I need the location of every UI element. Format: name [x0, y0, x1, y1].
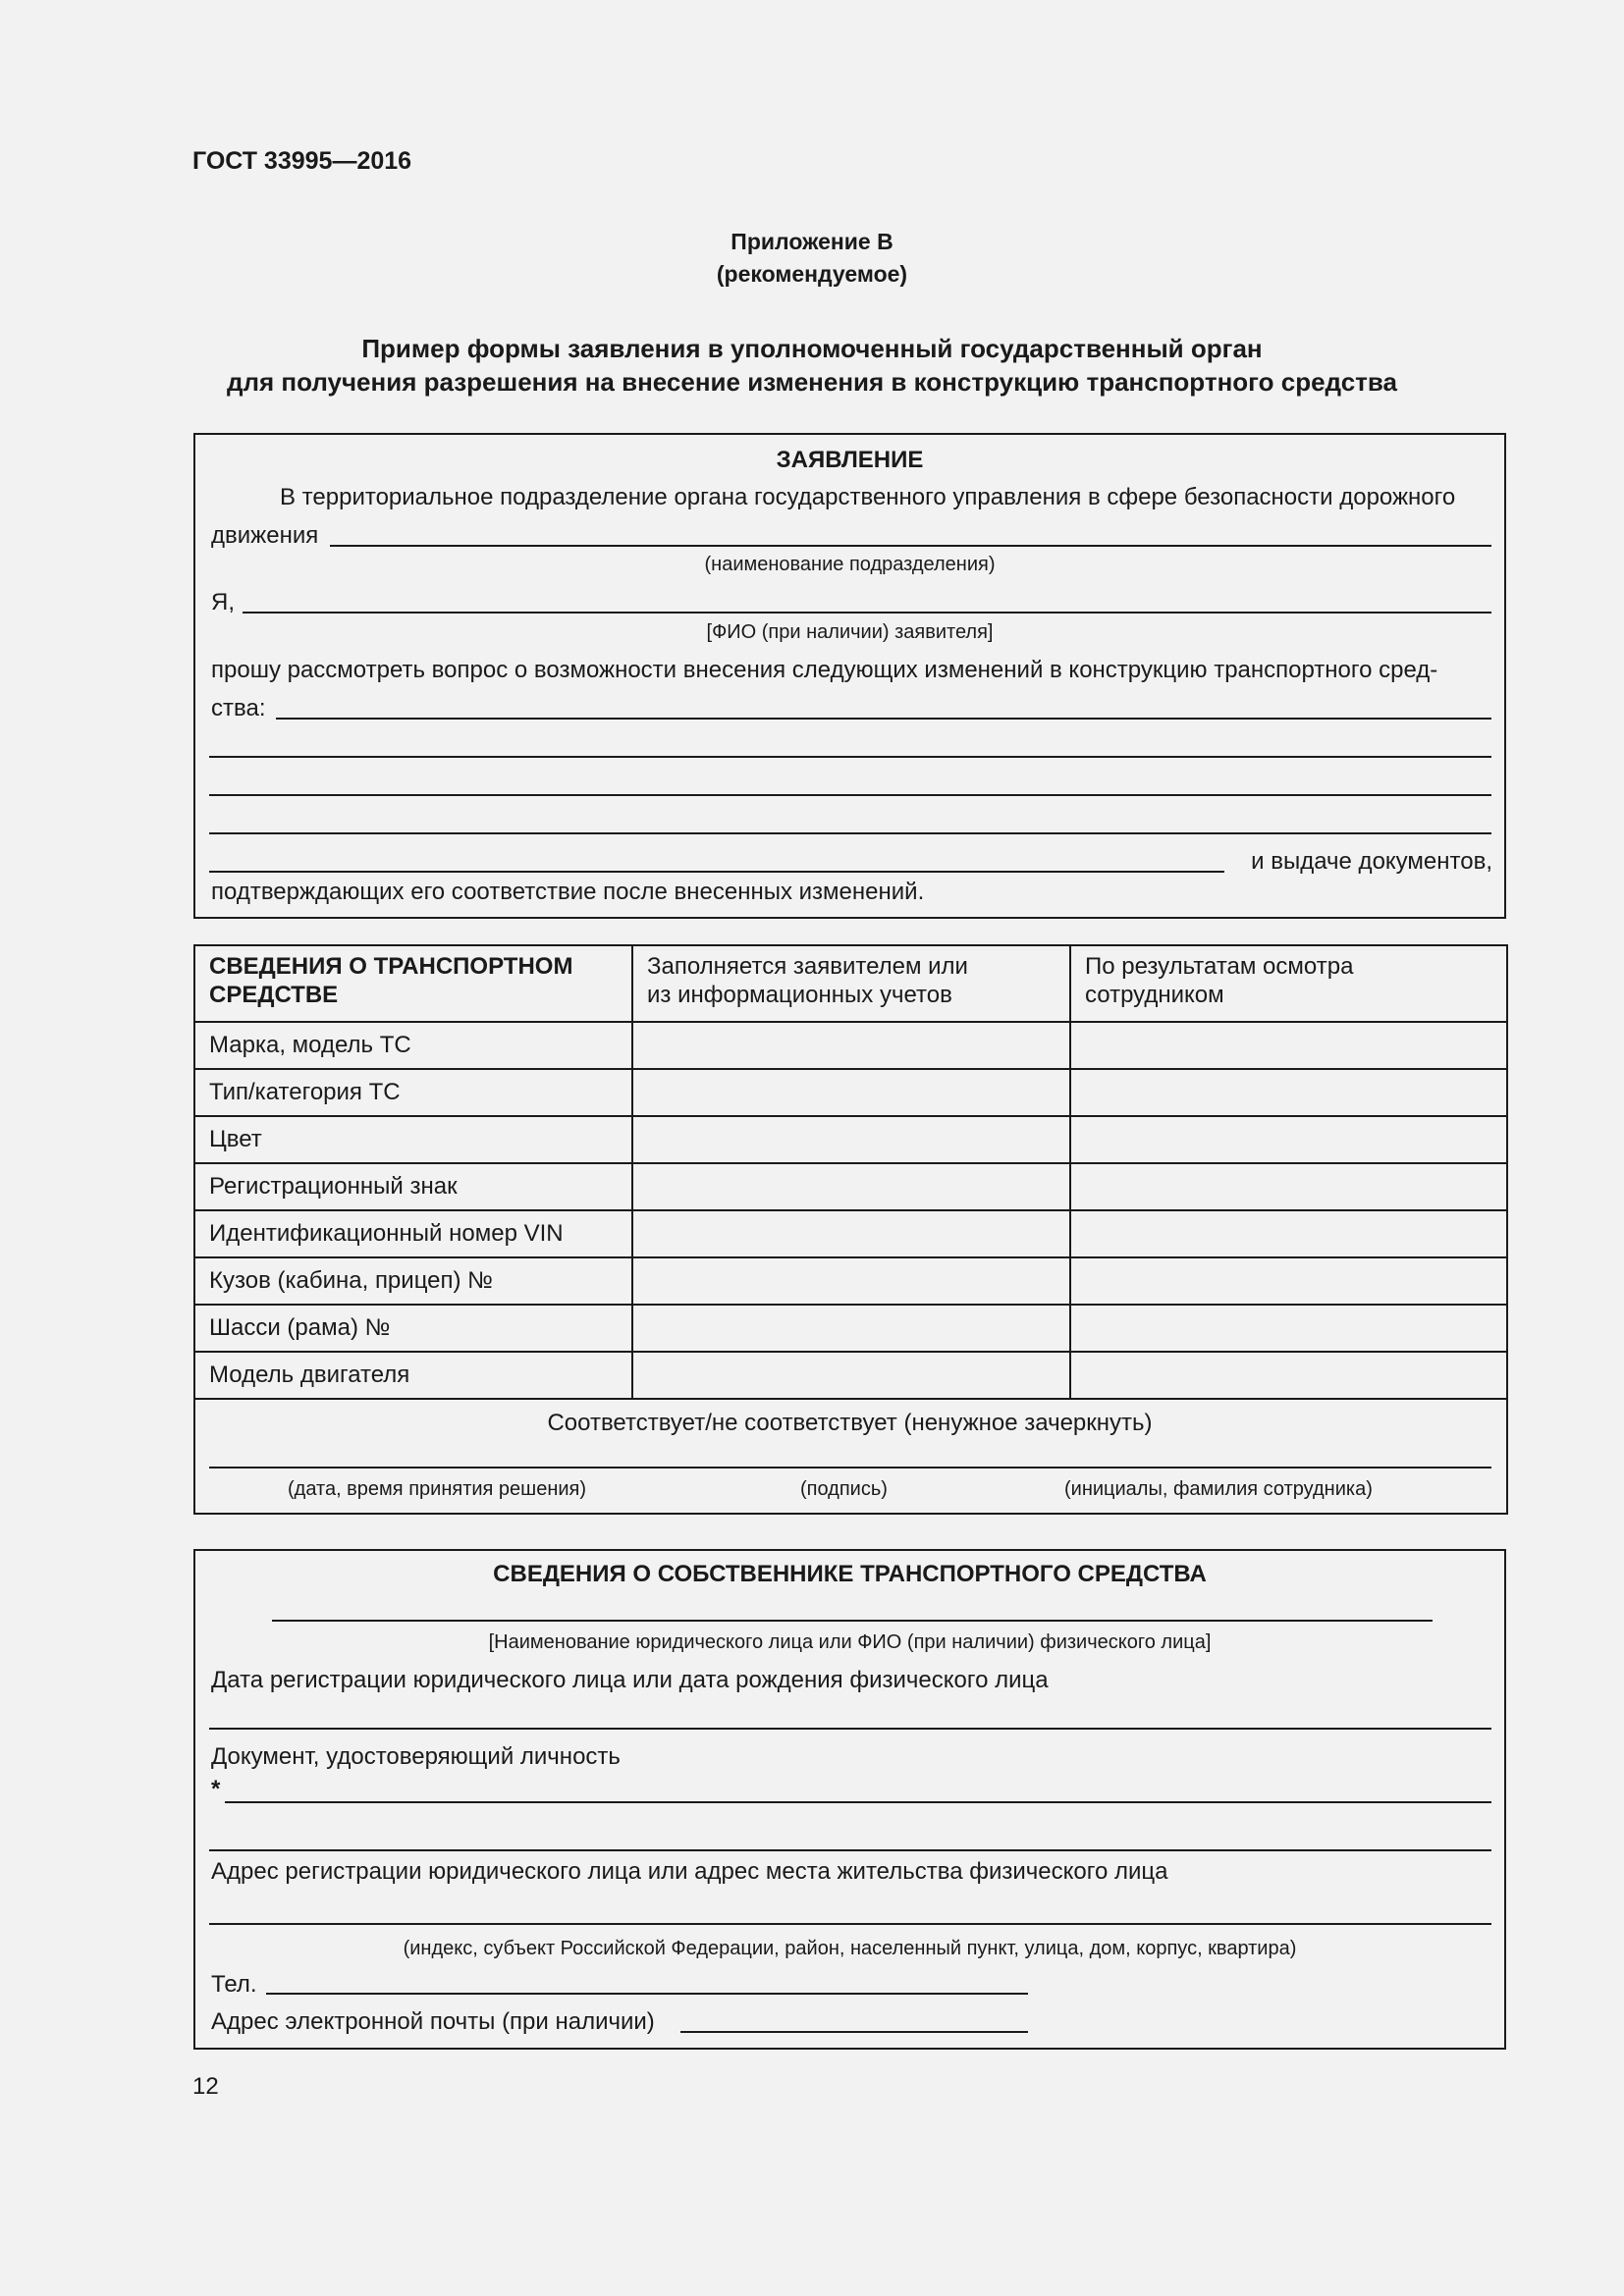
owner-heading: СВЕДЕНИЯ О СОБСТВЕННИКЕ ТРАНСПОРТНОГО СРЕДСТВА — [493, 1561, 1207, 1587]
vehicle-table-header — [194, 945, 1507, 1022]
email-label: Адрес электронной почты (при наличии) — [211, 2008, 655, 2035]
application-heading: ЗАЯВЛЕНИЕ — [776, 447, 924, 473]
phone-label: Тел. — [211, 1971, 257, 1998]
applicant-cell[interactable] — [632, 1257, 1070, 1305]
applicant-cell[interactable] — [632, 1116, 1070, 1163]
applicant-prefix: Я, — [211, 589, 235, 615]
form-title — [0, 332, 1624, 399]
page-number: 12 — [192, 2073, 219, 2100]
row-label-plate: Регистрационный знак — [194, 1163, 632, 1210]
date-label: Дата регистрации юридического лица или дата рождения физического лица — [211, 1667, 1049, 1693]
changes-field-4[interactable] — [209, 832, 1491, 834]
table-row — [194, 1163, 1507, 1210]
division-name-field[interactable] — [330, 545, 1491, 547]
changes-field-1[interactable] — [276, 718, 1491, 720]
inspection-cell[interactable] — [1070, 1210, 1507, 1257]
division-caption: (наименование подразделения) — [704, 554, 996, 575]
form-title-line-2: для получения разрешения на внесение изменения в конструкцию транспортного средства — [226, 367, 1398, 397]
phone-field[interactable] — [266, 1993, 1028, 1995]
inspection-cell[interactable] — [1070, 1116, 1507, 1163]
request-continuation: ства: — [211, 695, 266, 721]
table-row — [194, 1069, 1507, 1116]
address-caption: (индекс, субъект Российской Федерации, район, населенный пункт, улица, дом, корпус, квартира) — [403, 1938, 1297, 1959]
form-title-line-1: Пример формы заявления в уполномоченный государственный орган — [361, 334, 1263, 363]
confirmation-line: подтверждающих его соответствие после внесенных изменений. — [211, 879, 925, 905]
request-line: прошу рассмотреть вопрос о возможности внесения следующих изменений в конструкцию транспортного сред- — [211, 657, 1438, 683]
inspection-cell[interactable] — [1070, 1022, 1507, 1069]
decision-signature-field[interactable] — [209, 1467, 1491, 1468]
table-row — [194, 1305, 1507, 1352]
owner-name-caption: [Наименование юридического лица или ФИО (при наличии) физического лица] — [488, 1631, 1212, 1653]
conformity-row — [194, 1399, 1507, 1514]
table-row — [194, 1116, 1507, 1163]
decision-date-caption: (дата, время принятия решения) — [288, 1478, 587, 1500]
owner-section — [193, 1549, 1506, 2050]
officer-name-caption: (инициалы, фамилия сотрудника) — [1064, 1478, 1373, 1500]
date-field[interactable] — [209, 1728, 1491, 1730]
id-document-field-2[interactable] — [209, 1849, 1491, 1851]
application-section — [193, 433, 1506, 919]
applicant-name-field[interactable] — [243, 612, 1491, 614]
id-document-field-1[interactable] — [225, 1801, 1491, 1803]
inspection-cell[interactable] — [1070, 1163, 1507, 1210]
row-label-color: Цвет — [194, 1116, 632, 1163]
row-label-vin: Идентификационный номер VIN — [194, 1210, 632, 1257]
traffic-label: движения — [211, 522, 319, 549]
inspection-column-header: По результатам осмотра сотрудником — [1070, 945, 1507, 1022]
row-label-engine: Модель двигателя — [194, 1352, 632, 1399]
applicant-cell[interactable] — [632, 1352, 1070, 1399]
row-label-body: Кузов (кабина, прицеп) № — [194, 1257, 632, 1305]
conformity-text[interactable]: Соответствует/не соответствует (ненужное зачеркнуть) — [547, 1410, 1153, 1436]
row-label-chassis: Шасси (рама) № — [194, 1305, 632, 1352]
id-document-label: Документ, удостоверяющий личность — [211, 1743, 621, 1770]
inspection-cell[interactable] — [1070, 1305, 1507, 1352]
table-row — [194, 1257, 1507, 1305]
inspection-cell[interactable] — [1070, 1352, 1507, 1399]
asterisk-marker: * — [211, 1776, 221, 1802]
inspection-cell[interactable] — [1070, 1257, 1507, 1305]
applicant-cell[interactable] — [632, 1163, 1070, 1210]
changes-field-3[interactable] — [209, 794, 1491, 796]
inspection-cell[interactable] — [1070, 1069, 1507, 1116]
email-field[interactable] — [680, 2031, 1028, 2033]
applicant-cell[interactable] — [632, 1069, 1070, 1116]
table-row — [194, 1022, 1507, 1069]
address-field[interactable] — [209, 1923, 1491, 1925]
address-label: Адрес регистрации юридического лица или адрес места жительства физического лица — [211, 1858, 1168, 1885]
owner-name-field[interactable] — [272, 1620, 1433, 1622]
appendix-status: (рекомендуемое) — [716, 261, 908, 287]
documents-suffix: и выдаче документов, — [1251, 848, 1492, 875]
vehicle-info-table — [193, 944, 1508, 1515]
document-code: ГОСТ 33995—2016 — [192, 147, 412, 175]
applicant-cell[interactable] — [632, 1210, 1070, 1257]
signature-caption: (подпись) — [800, 1478, 888, 1500]
row-label-make-model: Марка, модель ТС — [194, 1022, 632, 1069]
applicant-column-header: Заполняется заявителем или из информационных учетов — [632, 945, 1070, 1022]
changes-field-2[interactable] — [209, 756, 1491, 758]
applicant-caption: [ФИО (при наличии) заявителя] — [706, 621, 994, 643]
application-intro-line: В территориальное подразделение органа государственного управления в сфере безопасности дорожного — [280, 484, 1456, 510]
row-label-type-category: Тип/категория ТС — [194, 1069, 632, 1116]
table-row — [194, 1352, 1507, 1399]
applicant-cell[interactable] — [632, 1305, 1070, 1352]
conformity-cell — [194, 1399, 1507, 1514]
appendix-label: Приложение В — [731, 229, 893, 254]
appendix-title — [0, 226, 1624, 291]
applicant-cell[interactable] — [632, 1022, 1070, 1069]
table-row — [194, 1210, 1507, 1257]
changes-field-5[interactable] — [209, 871, 1224, 873]
vehicle-info-header: СВЕДЕНИЯ О ТРАНСПОРТНОМ СРЕДСТВЕ — [194, 945, 632, 1022]
